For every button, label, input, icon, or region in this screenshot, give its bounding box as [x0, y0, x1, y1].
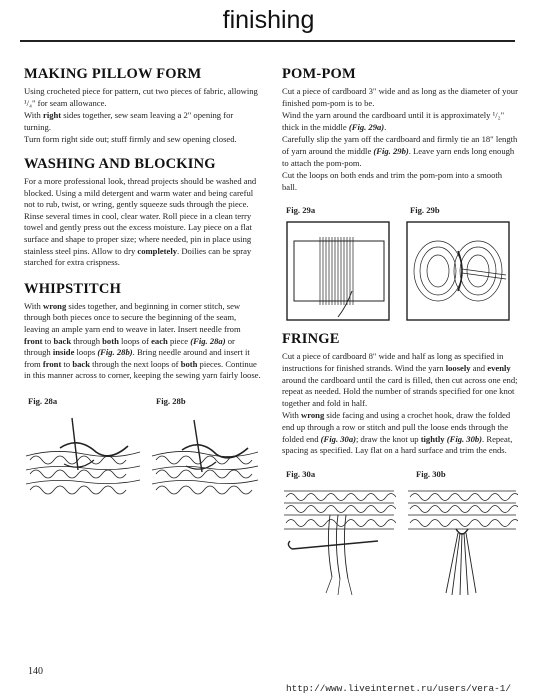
whipstitch-figures — [24, 396, 261, 506]
pompom-heading: POM-POM — [282, 66, 356, 82]
fringe-figures — [282, 469, 518, 599]
pillow-paragraph-2: With right sides together, sew seam leaving a 2" opening for turning. — [24, 110, 234, 132]
fig-29a-label: Fig. 29a — [286, 205, 316, 216]
pillow-paragraph-3: Turn form right side out; stuff firmly and sew opening closed. — [24, 134, 237, 145]
page-title: finishing — [222, 6, 315, 34]
page-number: 140 — [28, 666, 43, 677]
fig-30b-illustration — [406, 485, 518, 597]
fringe-paragraph-1: Cut a piece of cardboard 8" wide and half as long as specified in instructions for finished strands. Wind the yarn loosely and evenly around the cardboard until the card is filled, then cut across one end; repeat as needed. Hold the number of strands specified for one knot together and fold in half. — [282, 351, 518, 408]
fig-28a-illustration — [24, 412, 142, 498]
fig-30a-label: Fig. 30a — [286, 468, 316, 479]
whipstitch-paragraph: With wrong sides together, and beginning in corner stitch, sew through both pieces once to secure the beginning of the seam, leaving an ample yarn end to weave in later. Insert needle from front to back through both loops of each piece (Fig. 28a) or through inside loops (Fig. 28b). Bring needle around and insert it from front to back through the next loops of both pieces. Continue in this manner across to corner, keeping the sewing yarn fairly loose. — [24, 300, 261, 381]
pompom-paragraph-3: Carefully slip the yarn off the cardboard and firmly tie an 18" length of yarn around the middle (Fig. 29b). Leave yarn ends long enough to attach the pom-pom. — [282, 134, 518, 168]
fig-30b-label: Fig. 30b — [416, 468, 446, 479]
fig-29b-illustration — [406, 221, 510, 321]
left-column — [24, 66, 261, 506]
right-column — [282, 66, 518, 599]
pompom-paragraph-1: Cut a piece of cardboard 3" wide and as long as the diameter of your finished pom-pom is to be. — [282, 86, 518, 108]
fig-28b-label: Fig. 28b — [156, 395, 186, 406]
fig-30a-illustration — [282, 485, 396, 597]
washing-heading: WASHING AND BLOCKING — [24, 155, 216, 172]
watermark-url: http://www.liveinternet.ru/users/vera-1/ — [286, 683, 512, 694]
fig-28b-illustration — [150, 412, 260, 498]
pompom-paragraph-4: Cut the loops on both ends and trim the pom-pom into a smooth ball. — [282, 170, 503, 192]
pillow-paragraph-1: Using crocheted piece for pattern, cut two pieces of fabric, allowing ¹/₄" for seam allowance. — [24, 86, 258, 108]
pompom-figures — [282, 205, 518, 325]
pompom-paragraph-2: Wind the yarn around the cardboard until it is approximately ¹/₂" thick in the middle (Fig. 29a). — [282, 110, 505, 132]
fringe-heading: FRINGE — [282, 331, 340, 348]
fringe-paragraph-2: With wrong side facing and using a crochet hook, draw the folded end up through a row or stitch and pull the loose ends through the folded end (Fig. 30a); draw the knot up tightly (Fig. 30b). Repeat, spacing as specified. Lay flat on a hard surface and trim the ends. — [282, 410, 513, 456]
fig-29a-illustration — [286, 221, 390, 321]
washing-paragraph: For a more professional look, thread projects should be washed and blocked. Using a mild detergent and warm water and being careful not to rub, twist, or wring, gently squeeze suds through the piece. Rinse several times in cool, clear water. Roll piece in a clean terry towel and gently press out the excess moisture. Lay piece on a flat surface and shape to proper size; where needed, pin in place using stainless steel pins. Allow to dry completely. Doilies can be spray starched for extra crispness. — [24, 175, 257, 268]
title-divider — [20, 40, 515, 42]
fig-28a-label: Fig. 28a — [28, 395, 58, 406]
whipstitch-heading: WHIPSTITCH — [24, 280, 122, 297]
pillow-heading: MAKING PILLOW FORM — [24, 66, 202, 82]
fig-29b-label: Fig. 29b — [410, 205, 440, 216]
